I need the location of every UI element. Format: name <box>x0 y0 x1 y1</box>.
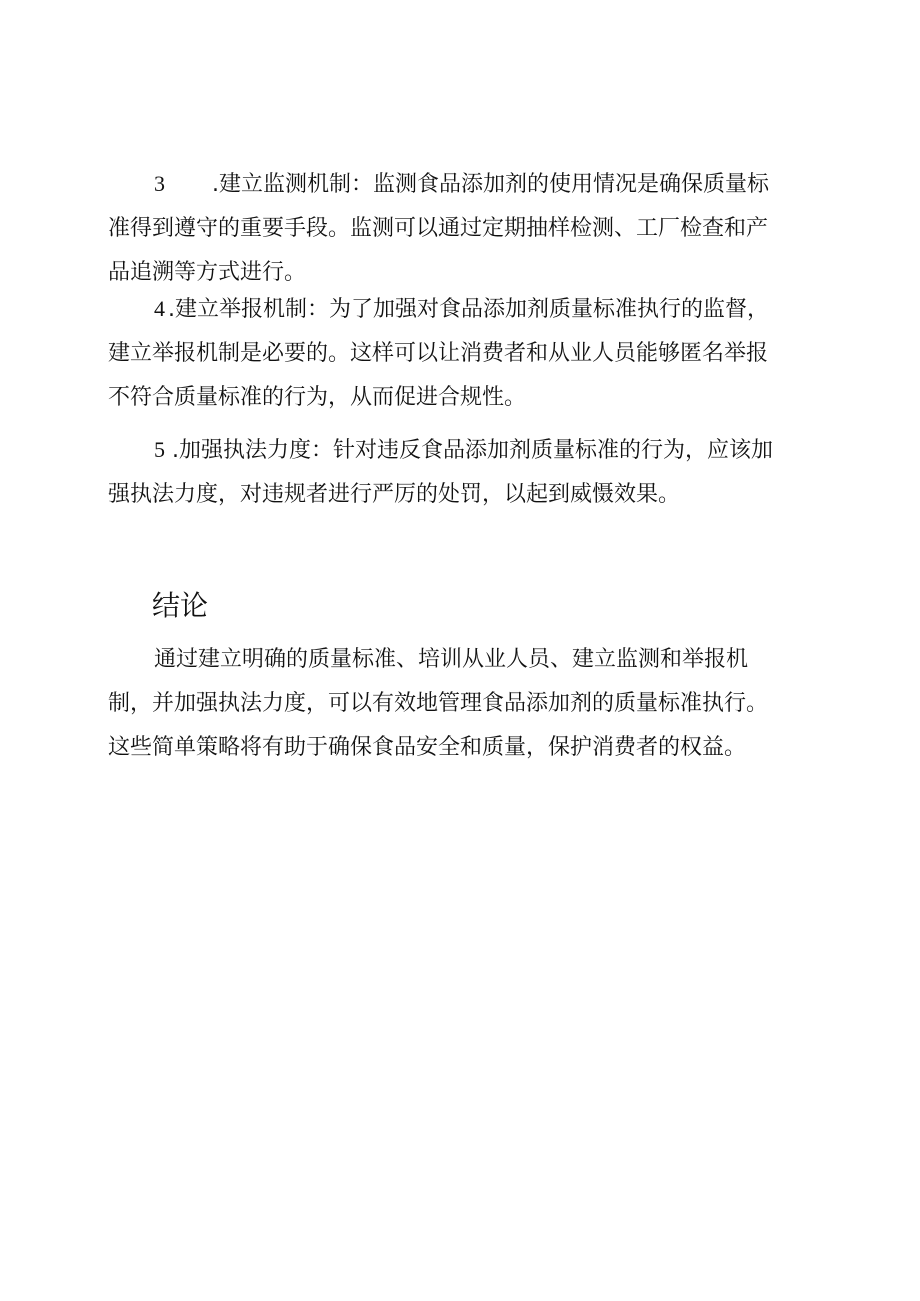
conclusion-paragraph <box>108 638 818 770</box>
item-text: .加强执法力度：针对违反食品添加剂质量标准的行为，应该加 <box>172 438 773 463</box>
list-item-3-line-1 <box>108 162 818 207</box>
list-item-4-line-1 <box>108 287 818 332</box>
list-item-5-line-2: 强执法力度，对违规者进行严厉的处罚，以起到威慑效果。 <box>108 482 681 507</box>
list-item-5 <box>108 428 818 517</box>
list-item-3-line-3: 品追溯等方式进行。 <box>108 260 307 285</box>
list-item-3 <box>108 162 818 295</box>
item-number: 3 <box>154 171 165 196</box>
section-heading-conclusion: 结论 <box>152 589 209 622</box>
conclusion-line-1: 通过建立明确的质量标准、培训从业人员、建立监测和举报机 <box>154 647 749 672</box>
item-text: .建立监测机制：监测食品添加剂的使用情况是确保质量标 <box>212 172 769 197</box>
list-item-4-line-3: 不符合质量标准的行为，从而促进合规性。 <box>108 385 527 410</box>
conclusion-line-2: 制，并加强执法力度，可以有效地管理食品添加剂的质量标准执行。 <box>108 691 769 716</box>
list-item-5-line-1 <box>108 428 818 473</box>
item-number: 5 <box>154 437 165 462</box>
list-item-4-line-2: 建立举报机制是必要的。这样可以让消费者和从业人员能够匿名举报 <box>108 341 769 366</box>
item-number: 4 <box>154 296 165 321</box>
list-item-3-line-2: 准得到遵守的重要手段。监测可以通过定期抽样检测、工厂检查和产 <box>108 216 769 241</box>
conclusion-line-3: 这些简单策略将有助于确保食品安全和质量，保护消费者的权益。 <box>108 735 747 760</box>
list-item-4 <box>108 287 818 420</box>
item-text: .建立举报机制：为了加强对食品添加剂质量标准执行的监督， <box>168 297 769 322</box>
